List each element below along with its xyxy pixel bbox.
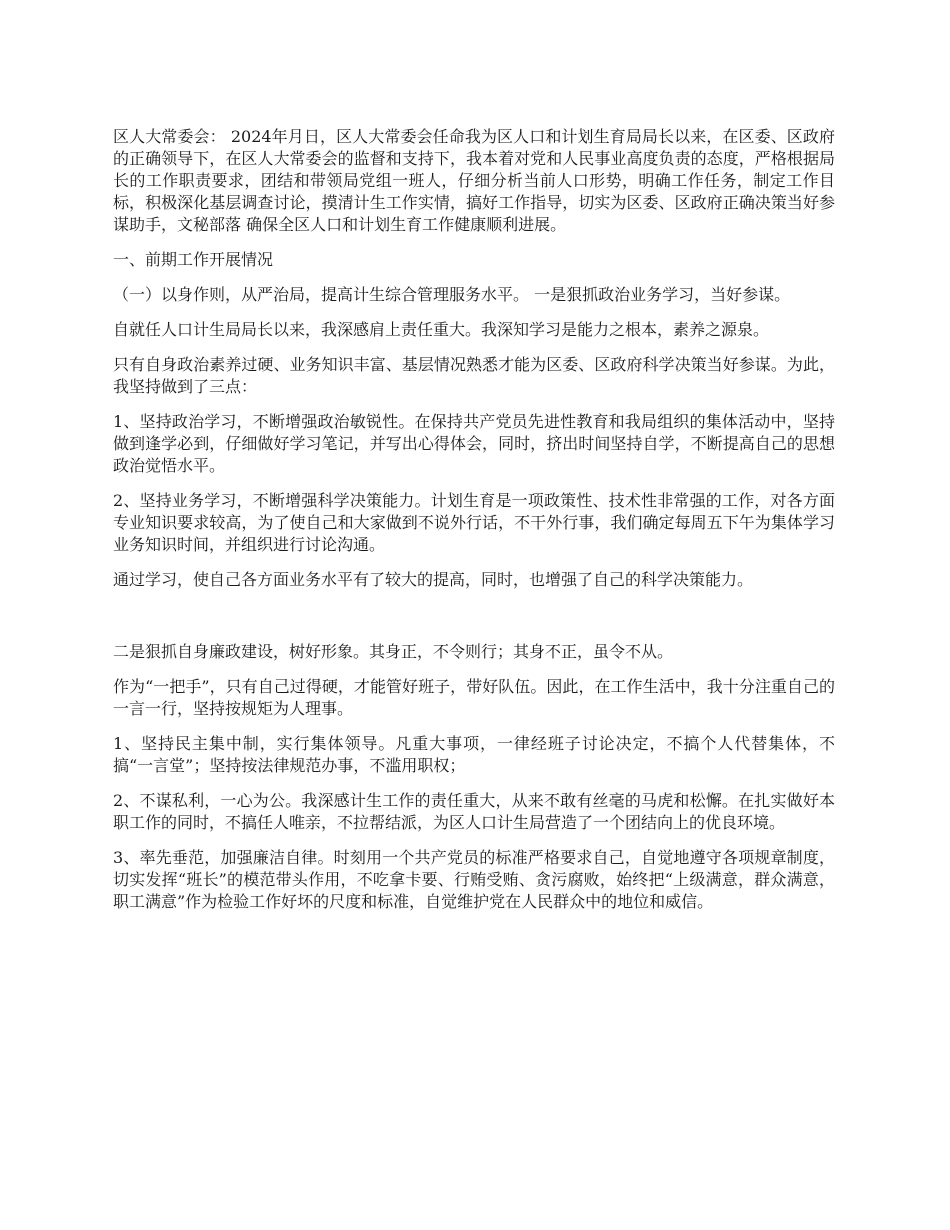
document-body	[113, 126, 835, 926]
section-heading: 一、前期工作开展情况	[113, 250, 274, 269]
paragraph-intro: 区人大常委会： 2024年月日，区人大常委会任命我为区人口和计划生育局局长以来，在区委、区政府的正确领导下，在区人大常委会的监督和支持下，我本着对党和人民事业高度负责的态度，严格根据局长的工作职责要求，团结和带领局党组一班人，仔细分析当前人口形势，明确工作任务，制定工作目标，积极深化基层调查讨论，摸清计生工作实情，搞好工作指导，切实为区委、区政府正确决策当好参谋助手，文秘部落 确保全区人口和计划生育工作健康顺利进展。	[113, 127, 835, 234]
paragraph: 作为“一把手”，只有自己过得硬，才能管好班子，带好队伍。因此，在工作生活中，我十分注重自己的一言一行，坚持按规矩为人理事。	[113, 677, 835, 718]
paragraph: 1、坚持民主集中制，实行集体领导。凡重大事项，一律经班子讨论决定，不搞个人代替集体，不搞“一言堂”；坚持按法律规范办事，不滥用职权；	[113, 734, 835, 775]
section-spacer	[113, 604, 835, 641]
paragraph: 3、率先垂范，加强廉洁自律。时刻用一个共产党员的标准严格要求自己，自觉地遵守各项规章制度，切实发挥“班长”的模范带头作用，不吃拿卡要、行贿受贿、贪污腐败，始终把“上级满意，群众满意，职工满意”作为检验工作好坏的尺度和标准，自觉维护党在人民群众中的地位和威信。	[113, 848, 835, 911]
paragraph: 自就任人口计生局局长以来，我深感肩上责任重大。我深知学习是能力之根本，素养之源泉。	[113, 320, 770, 339]
paragraph: 通过学习，使自己各方面业务水平有了较大的提高，同时，也增强了自己的科学决策能力。	[113, 570, 754, 589]
paragraph: 2、不谋私利，一心为公。我深感计生工作的责任重大，从来不敢有丝毫的马虎和松懈。在扎实做好本职工作的同时，不搞任人唯亲，不拉帮结派，为区人口计生局营造了一个团结向上的优良环境。	[113, 791, 835, 832]
paragraph: 只有自身政治素养过硬、业务知识丰富、基层情况熟悉才能为区委、区政府科学决策当好参谋。为此，我坚持做到了三点：	[113, 355, 835, 396]
paragraph: 二是狠抓自身廉政建设，树好形象。其身正，不令则行；其身不正，虽令不从。	[113, 642, 674, 661]
paragraph: 2、坚持业务学习，不断增强科学决策能力。计划生育是一项政策性、技术性非常强的工作，对各方面专业知识要求较高，为了使自己和大家做到不说外行话，不干外行事，我们确定每周五下午为集体学习业务知识时间，并组织进行讨论沟通。	[113, 491, 835, 554]
paragraph: （一）以身作则，从严治局，提高计生综合管理服务水平。 一是狠抓政治业务学习，当好参谋。	[113, 285, 791, 304]
paragraph: 1、坚持政治学习，不断增强政治敏锐性。在保持共产党员先进性教育和我局组织的集体活动中，坚持做到逢学必到，仔细做好学习笔记，并写出心得体会，同时，挤出时间坚持自学，不断提高自己的思想政治觉悟水平。	[113, 412, 835, 475]
